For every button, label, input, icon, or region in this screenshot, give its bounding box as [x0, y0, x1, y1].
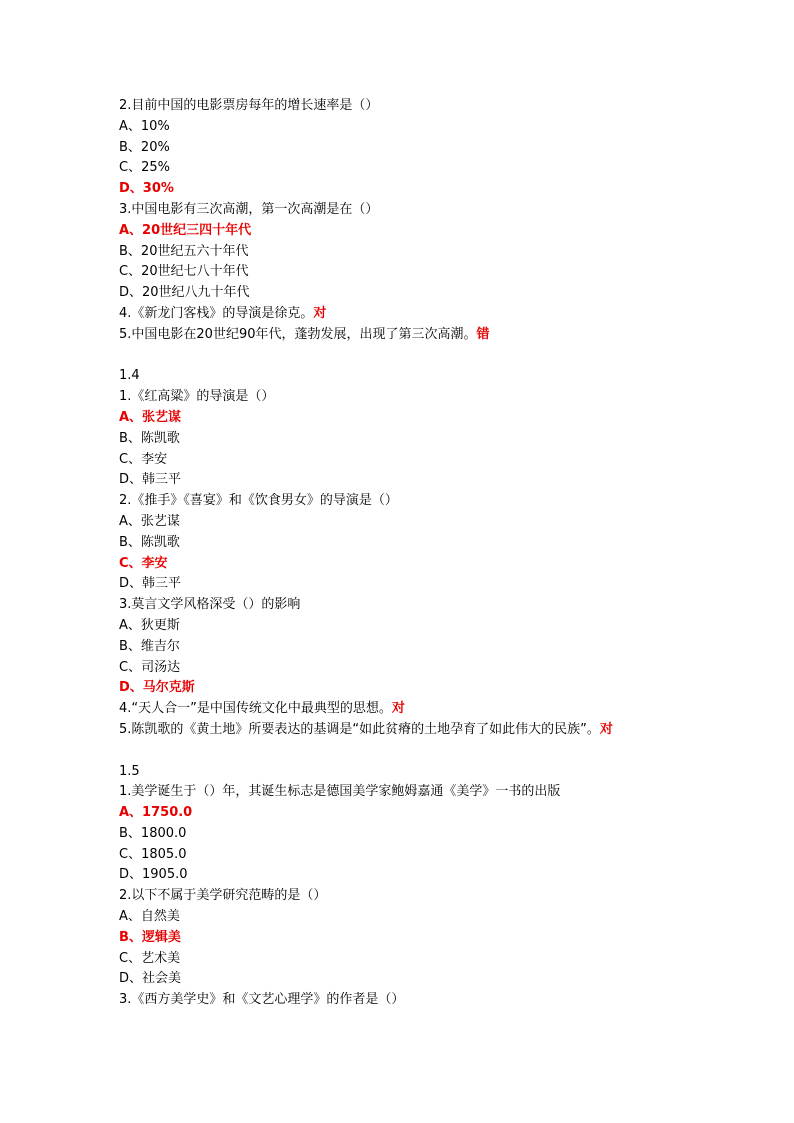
line-text: 3.中国电影有三次高潮，第一次高潮是在（） — [119, 201, 379, 217]
line-text: B、逻辑美 — [119, 929, 181, 945]
line-text: C、20世纪七八十年代 — [119, 264, 249, 280]
answer-option — [119, 450, 679, 471]
section-spacer — [119, 346, 679, 367]
line-text: A、10% — [119, 118, 170, 134]
judgement-mark: 错 — [476, 326, 490, 342]
judgement-mark: 对 — [313, 305, 327, 321]
answer-option — [119, 574, 679, 595]
answer-option — [119, 470, 679, 491]
line-text: D、1905.0 — [119, 867, 188, 883]
line-text: 4.《新龙门客栈》的导演是徐克。 — [119, 305, 314, 321]
line-text: C、李安 — [119, 555, 168, 571]
line-text: D、社会美 — [119, 971, 182, 987]
answer-option — [119, 138, 679, 159]
line-text: 1.美学诞生于（）年，其诞生标志是德国美学家鲍姆嘉通《美学》一书的出版 — [119, 784, 561, 800]
line-text: 4.“天人合一”是中国传统文化中最典型的思想。 — [119, 701, 392, 717]
answer-option — [119, 949, 679, 970]
answer-option — [119, 824, 679, 845]
line-text: A、20世纪三四十年代 — [119, 222, 252, 238]
question-text — [119, 387, 679, 408]
line-text: B、维吉尔 — [119, 638, 180, 654]
line-text: B、1800.0 — [119, 825, 187, 841]
line-text: C、李安 — [119, 451, 168, 467]
correct-option — [119, 408, 679, 429]
line-text: B、陈凯歌 — [119, 430, 180, 446]
line-text: 2.《推手》《喜宴》和《饮食男女》的导演是（） — [119, 493, 398, 509]
line-text: 3.莫言文学风格深受（）的影响 — [119, 597, 301, 613]
line-text: 2.目前中国的电影票房每年的增长速率是（） — [119, 98, 379, 113]
line-text: 1.《红高粱》的导演是（） — [119, 389, 275, 405]
line-text: B、20世纪五六十年代 — [119, 243, 249, 259]
answer-option — [119, 907, 679, 928]
question-text — [119, 720, 679, 741]
answer-option — [119, 117, 679, 138]
line-text: 3.《西方美学史》和《文艺心理学》的作者是（） — [119, 992, 405, 1008]
correct-option — [119, 803, 679, 824]
question-text — [119, 304, 679, 325]
judgement-mark: 对 — [391, 701, 405, 717]
line-text: B、陈凯歌 — [119, 534, 180, 550]
question-text — [119, 325, 679, 346]
answer-option — [119, 262, 679, 283]
answer-option — [119, 845, 679, 866]
line-text: C、25% — [119, 160, 170, 176]
line-text: C、司汤达 — [119, 659, 181, 675]
question-text — [119, 491, 679, 512]
question-text — [119, 699, 679, 720]
answer-option — [119, 533, 679, 554]
line-text: 5.中国电影在20世纪90年代，蓬勃发展，出现了第三次高潮。 — [119, 326, 477, 342]
line-text: C、1805.0 — [119, 846, 187, 862]
line-text: 5.陈凯歌的《黄土地》所要表达的基调是“如此贫瘠的土地孕育了如此伟大的民族”。 — [119, 721, 600, 737]
answer-option — [119, 158, 679, 179]
answer-option — [119, 616, 679, 637]
correct-option — [119, 928, 679, 949]
correct-option — [119, 554, 679, 575]
answer-option — [119, 637, 679, 658]
answer-option — [119, 283, 679, 304]
question-text — [119, 782, 679, 803]
line-text: D、韩三平 — [119, 576, 182, 592]
line-text: D、韩三平 — [119, 472, 182, 488]
line-text: 2.以下不属于美学研究范畴的是（） — [119, 888, 327, 904]
question-text — [119, 990, 679, 1011]
correct-option — [119, 221, 679, 242]
line-text: A、张艺谋 — [119, 409, 182, 425]
line-text: D、20世纪八九十年代 — [119, 285, 250, 301]
document-body — [119, 96, 679, 1011]
answer-option — [119, 658, 679, 679]
question-text — [119, 886, 679, 907]
judgement-mark: 对 — [599, 721, 613, 737]
line-text: A、狄更斯 — [119, 617, 180, 633]
line-text: A、自然美 — [119, 909, 180, 925]
correct-option — [119, 179, 679, 200]
line-text: D、30% — [119, 181, 174, 197]
line-text: B、20% — [119, 139, 170, 155]
line-text: A、1750.0 — [119, 805, 193, 821]
line-text: A、张艺谋 — [119, 513, 180, 529]
answer-option — [119, 429, 679, 450]
answer-option — [119, 242, 679, 263]
section-spacer — [119, 741, 679, 762]
section-heading: 1.4 — [119, 368, 140, 384]
question-text — [119, 200, 679, 221]
line-text: D、马尔克斯 — [119, 680, 195, 696]
correct-option — [119, 678, 679, 699]
section-heading: 1.5 — [119, 763, 140, 779]
line-text: C、艺术美 — [119, 950, 181, 966]
answer-option — [119, 969, 679, 990]
answer-option — [119, 512, 679, 533]
question-text — [119, 595, 679, 616]
answer-option — [119, 865, 679, 886]
question-text — [119, 96, 679, 117]
